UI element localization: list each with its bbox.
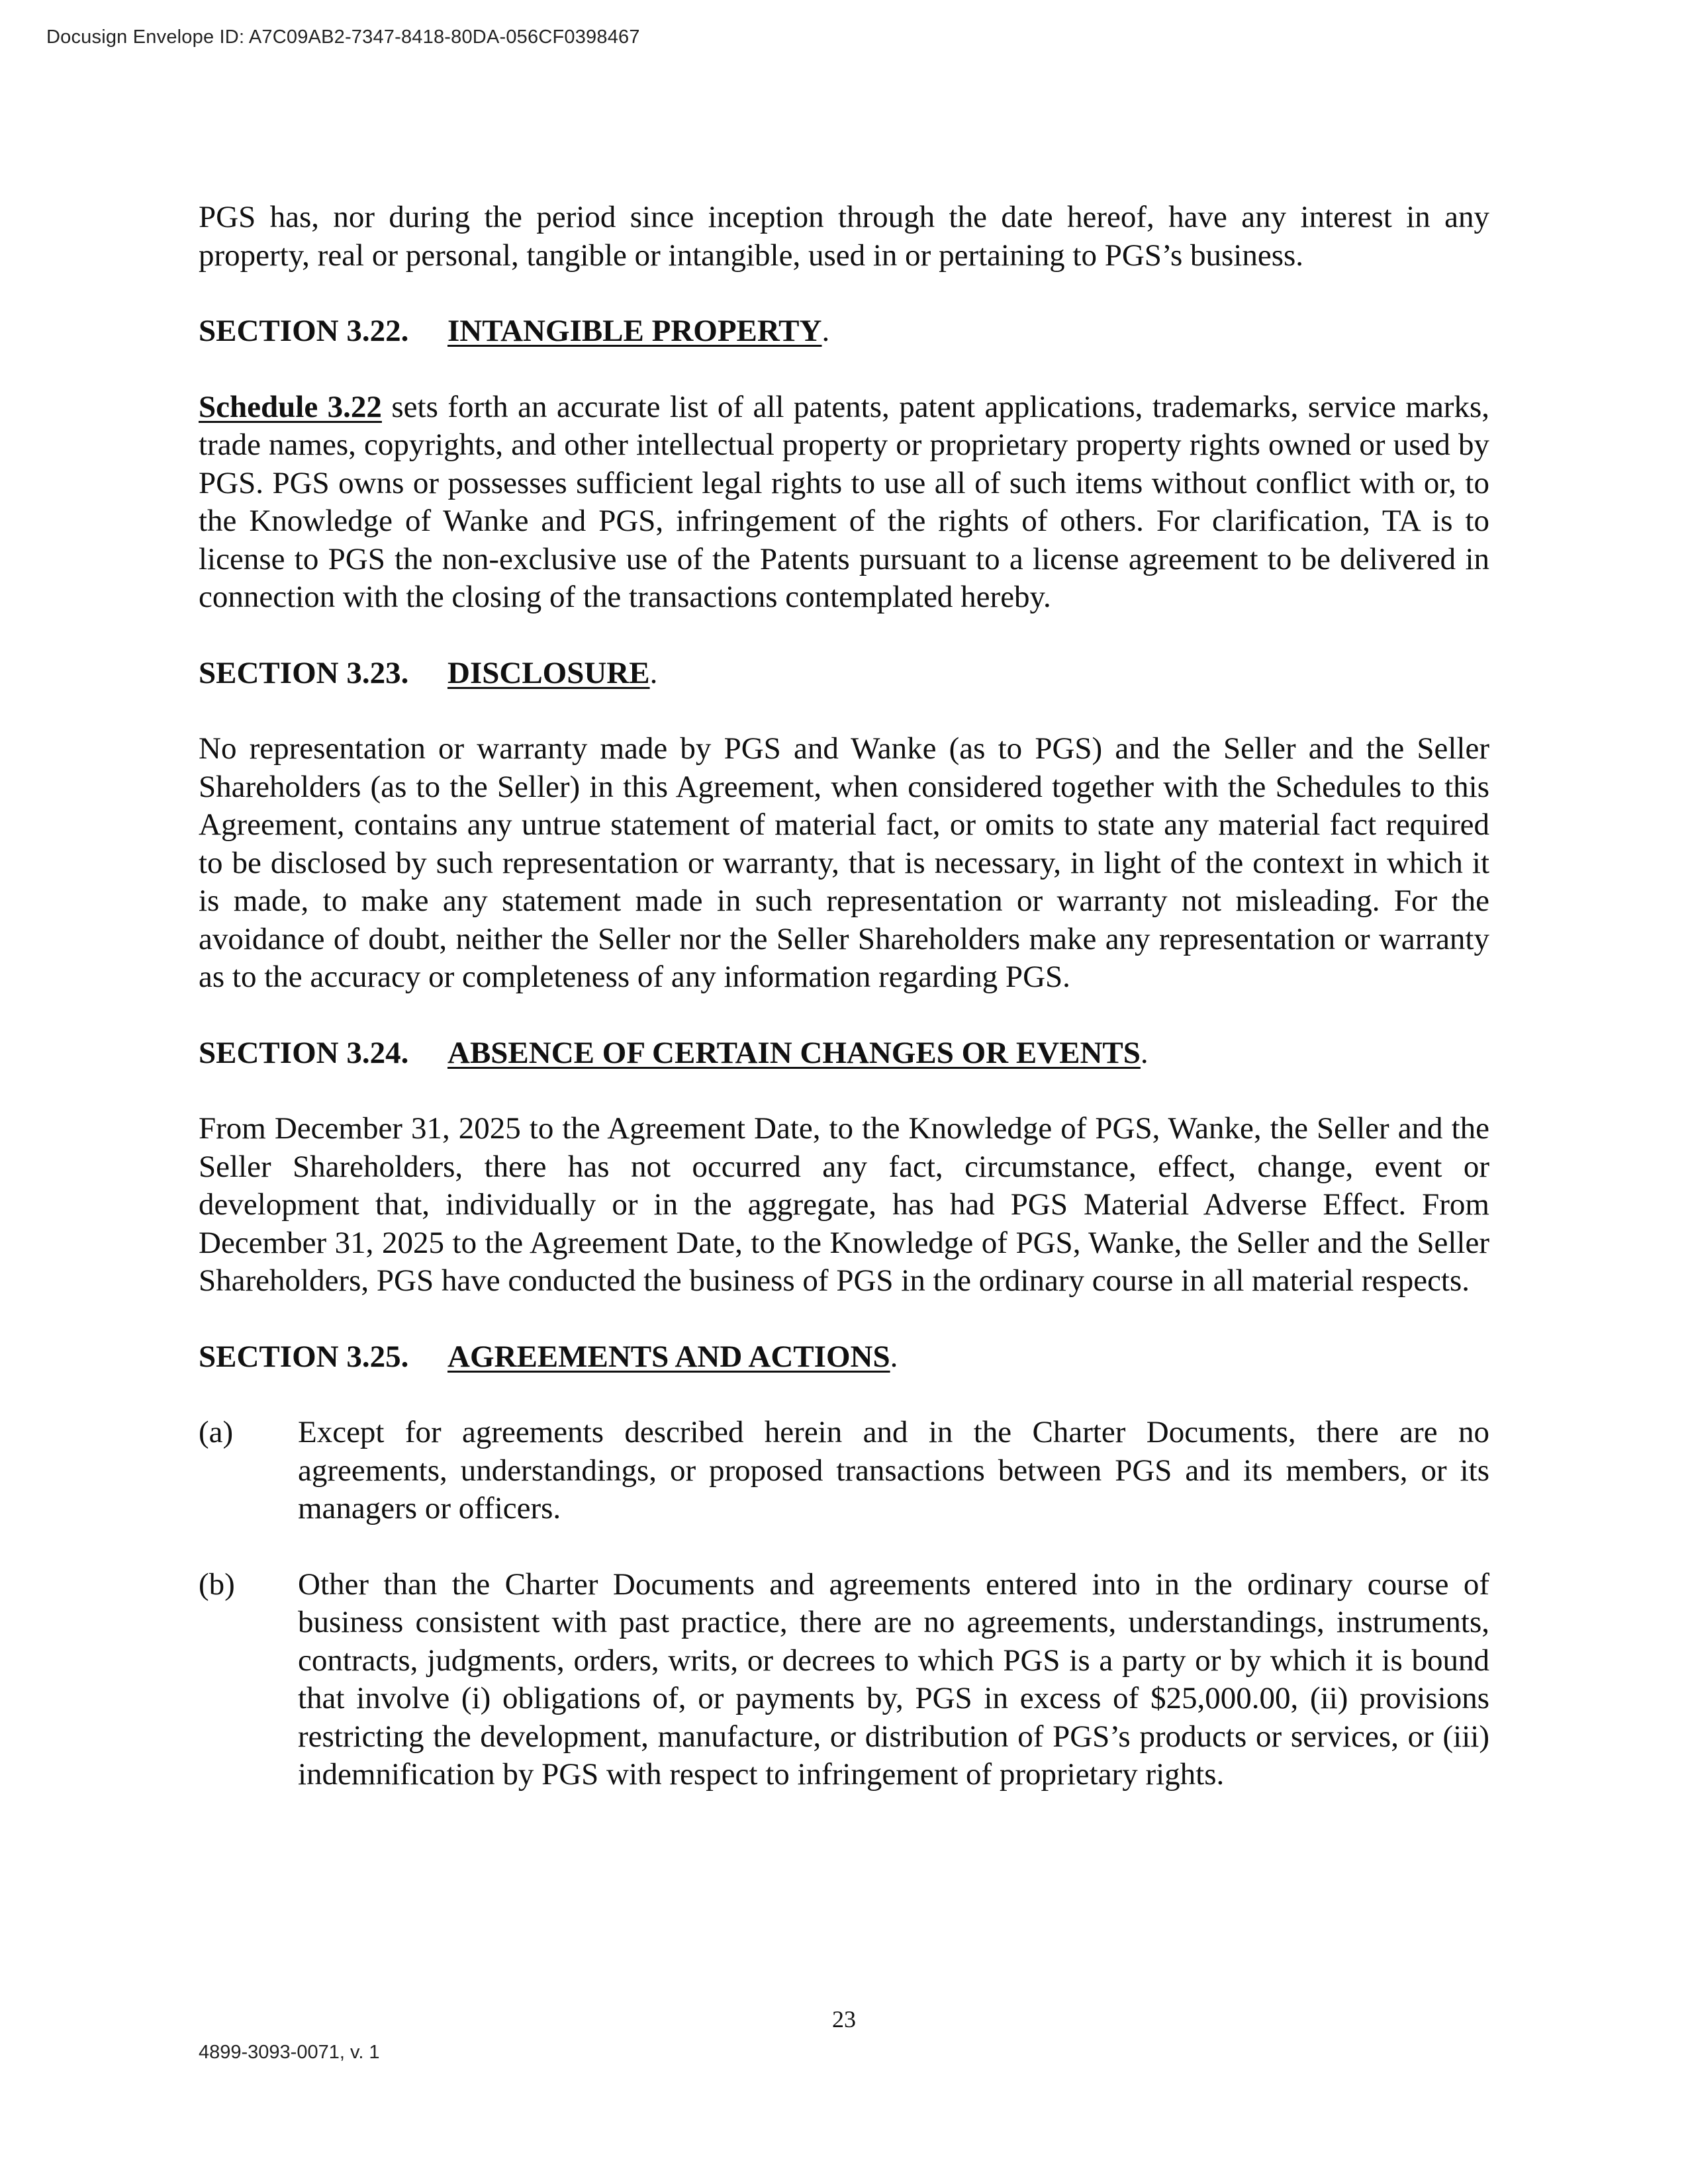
list-item [199,1566,1489,1794]
section-title: AGREEMENTS AND ACTIONS [447,1339,890,1374]
section-title: INTANGIBLE PROPERTY [447,314,822,348]
schedule-reference: Schedule 3.22 [199,389,382,424]
section-3-22-heading [199,312,1489,351]
section-3-23-heading [199,655,1489,693]
section-3-22-paragraph [199,388,1489,617]
document-body [199,199,1489,1832]
heading-period: . [821,314,830,348]
heading-period: . [890,1339,898,1374]
section-3-24-paragraph: From December 31, 2025 to the Agreement Date, to the Knowledge of PGS, Wanke, the Seller and the Seller Shareholders, there has not occurred any fact, circumstance, effect, change, event or development that, individually or in the aggregate, has had PGS Material Adverse Effect. From December 31, 2025 to the Agreement Date, to the Knowledge of PGS, Wanke, the Seller and the Seller Shareholders, PGS have conducted the business of PGS in the ordinary course in all material respects. [199,1111,1489,1298]
intro-paragraph: PGS has, nor during the period since inception through the date hereof, have any interest in any property, real or personal, tangible or intangible, used in or pertaining to PGS’s business. [199,200,1489,273]
section-title: ABSENCE OF CERTAIN CHANGES OR EVENTS [447,1035,1141,1070]
paragraph-text: sets forth an accurate list of all patents, patent applications, trademarks, service marks, trade names, copyrights, and other intellectual property or proprietary property rights owned or used by PGS. PGS owns or possesses sufficient legal rights to use all of such items without conflict with or, to the Knowledge of Wanke and PGS, infringement of the rights of others. For clarification, TA is to license to PGS the non-exclusive use of the Patents pursuant to a license agreement to be delivered in connection with the closing of the transactions contemplated hereby. [199,389,1489,614]
heading-period: . [1140,1035,1149,1070]
section-number: SECTION 3.23. [199,655,409,690]
section-number: SECTION 3.25. [199,1339,409,1374]
page-number: 23 [832,2006,856,2032]
heading-period: . [649,655,658,690]
section-title: DISCLOSURE [447,655,650,690]
section-3-25-heading [199,1338,1489,1377]
item-text: Other than the Charter Documents and agreements entered into in the ordinary course of business consistent with past practice, there are no agreements, understandings, instruments, contracts, judgments, orders, writs, or decrees to which PGS is a party or by which it is bound that involve (i) obligations of, or payments by, PGS in excess of $25,000.00, (ii) provisions restricting the development, manufacture, or distribution of PGS’s products or services, or (iii) indemnification by PGS with respect to infringement of proprietary rights. [298,1567,1489,1792]
item-text: Except for agreements described herein and in the Charter Documents, there are no agreements, understandings, or proposed transactions between PGS and its members, or its managers or officers. [298,1415,1489,1525]
section-number: SECTION 3.22. [199,314,409,348]
list-item [199,1414,1489,1528]
section-3-24-heading [199,1034,1489,1073]
envelope-id: Docusign Envelope ID: A7C09AB2-7347-8418-80DA-056CF0398467 [46,26,640,48]
section-number: SECTION 3.24. [199,1035,409,1070]
section-3-23-paragraph: No representation or warranty made by PGS and Wanke (as to PGS) and the Seller and the Seller Shareholders (as to the Seller) in this Agreement, when considered together with the Schedules to this Agreement, contains any untrue statement of material fact, or omits to state any material fact required to be disclosed by such representation or warranty, that is necessary, in light of the context in which it is made, to make any statement made in such representation or warranty not misleading. For the avoidance of doubt, neither the Seller nor the Seller Shareholders make any representation or warranty as to the accuracy or completeness of any information regarding PGS. [199,731,1489,994]
item-label: (a) [199,1415,234,1449]
item-label: (b) [199,1567,235,1602]
document-id: 4899-3093-0071, v. 1 [199,2042,380,2063]
